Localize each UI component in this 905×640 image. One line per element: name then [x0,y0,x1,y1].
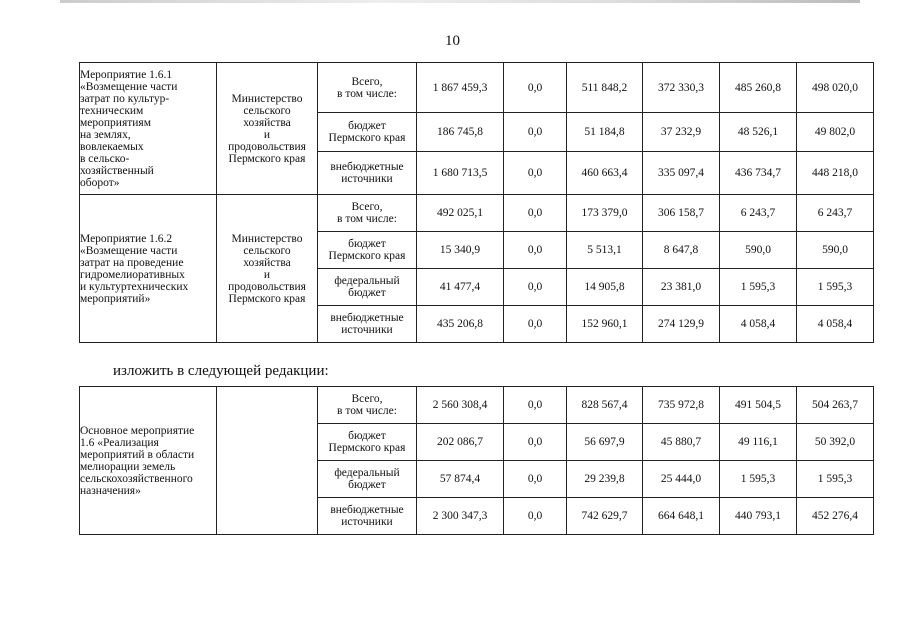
amount-cell: 498 020,0 [797,63,874,113]
amount-cell: 23 381,0 [643,269,720,306]
amount-cell: 828 567,4 [567,387,643,424]
amount-cell: 436 734,7 [720,152,797,195]
amount-cell: 452 276,4 [797,498,874,535]
table-row [80,63,874,113]
funding-source-cell: внебюджетные источники [318,498,417,535]
amount-cell: 0,0 [504,461,567,498]
amount-cell: 49 116,1 [720,424,797,461]
amount-cell: 0,0 [504,269,567,306]
amount-cell: 1 595,3 [797,461,874,498]
amount-cell: 274 129,9 [643,306,720,343]
budget-table-new [79,386,874,535]
amount-cell: 202 086,7 [417,424,504,461]
amount-cell: 742 629,7 [567,498,643,535]
amount-cell: 306 158,7 [643,195,720,232]
amount-cell: 37 232,9 [643,113,720,152]
responsible-executor-cell: Министерство сельского хозяйства и продовольствия Пермского края [217,195,318,343]
amount-cell: 485 260,8 [720,63,797,113]
amount-cell: 2 560 308,4 [417,387,504,424]
responsible-executor-cell [217,387,318,535]
table-row [80,387,874,424]
amount-cell: 590,0 [797,232,874,269]
amount-cell: 1 595,3 [797,269,874,306]
amount-cell: 51 184,8 [567,113,643,152]
amount-cell: 0,0 [504,63,567,113]
amount-cell: 491 504,5 [720,387,797,424]
amount-cell: 0,0 [504,424,567,461]
amount-cell: 735 972,8 [643,387,720,424]
amount-cell: 4 058,4 [720,306,797,343]
table-row [80,195,874,232]
amount-cell: 173 379,0 [567,195,643,232]
amount-cell: 14 905,8 [567,269,643,306]
amount-cell: 0,0 [504,498,567,535]
amount-cell: 0,0 [504,113,567,152]
amount-cell: 448 218,0 [797,152,874,195]
amount-cell: 1 595,3 [720,461,797,498]
amount-cell: 492 025,1 [417,195,504,232]
amount-cell: 335 097,4 [643,152,720,195]
amount-cell: 0,0 [504,232,567,269]
amount-cell: 41 477,4 [417,269,504,306]
funding-source-cell: внебюджетные источники [318,152,417,195]
amount-cell: 511 848,2 [567,63,643,113]
amount-cell: 590,0 [720,232,797,269]
amount-cell: 435 206,8 [417,306,504,343]
amount-cell: 45 880,7 [643,424,720,461]
amount-cell: 460 663,4 [567,152,643,195]
amount-cell: 5 513,1 [567,232,643,269]
amount-cell: 372 330,3 [643,63,720,113]
scan-edge [60,0,860,3]
amount-cell: 48 526,1 [720,113,797,152]
amount-cell: 29 239,8 [567,461,643,498]
amount-cell: 1 595,3 [720,269,797,306]
amount-cell: 50 392,0 [797,424,874,461]
amount-cell: 1 867 459,3 [417,63,504,113]
amount-cell: 664 648,1 [643,498,720,535]
amount-cell: 49 802,0 [797,113,874,152]
amount-cell: 15 340,9 [417,232,504,269]
funding-source-cell: Всего, в том числе: [318,195,417,232]
funding-source-cell: бюджет Пермского края [318,232,417,269]
responsible-executor-cell: Министерство сельского хозяйства и продовольствия Пермского края [217,63,318,195]
amendment-instruction: изложить в следующей редакции: [113,363,329,379]
amount-cell: 6 243,7 [797,195,874,232]
amount-cell: 0,0 [504,152,567,195]
funding-source-cell: внебюджетные источники [318,306,417,343]
amount-cell: 0,0 [504,306,567,343]
amount-cell: 504 263,7 [797,387,874,424]
amount-cell: 2 300 347,3 [417,498,504,535]
page-number: 10 [445,33,460,49]
funding-source-cell: Всего, в том числе: [318,387,417,424]
amount-cell: 4 058,4 [797,306,874,343]
amount-cell: 186 745,8 [417,113,504,152]
amount-cell: 57 874,4 [417,461,504,498]
funding-source-cell: федеральный бюджет [318,461,417,498]
amount-cell: 0,0 [504,387,567,424]
funding-source-cell: бюджет Пермского края [318,113,417,152]
amount-cell: 1 680 713,5 [417,152,504,195]
funding-source-cell: бюджет Пермского края [318,424,417,461]
amount-cell: 0,0 [504,195,567,232]
event-name-cell: Мероприятие 1.6.2 «Возмещение части затрат на проведение гидромелиоративных и культуртехнических мероприятий» [80,195,217,343]
event-name-cell: Основное мероприятие 1.6 «Реализация мероприятий в области мелиорации земель сельскохозяйственного назначения» [80,387,217,535]
amount-cell: 6 243,7 [720,195,797,232]
event-name-cell: Мероприятие 1.6.1 «Возмещение части затрат по культур- техническим мероприятиям на землях, вовлекаемых в сельско- хозяйственный оборот» [80,63,217,195]
funding-source-cell: Всего, в том числе: [318,63,417,113]
amount-cell: 440 793,1 [720,498,797,535]
budget-table-old [79,62,874,343]
amount-cell: 56 697,9 [567,424,643,461]
funding-source-cell: федеральный бюджет [318,269,417,306]
amount-cell: 25 444,0 [643,461,720,498]
amount-cell: 8 647,8 [643,232,720,269]
amount-cell: 152 960,1 [567,306,643,343]
